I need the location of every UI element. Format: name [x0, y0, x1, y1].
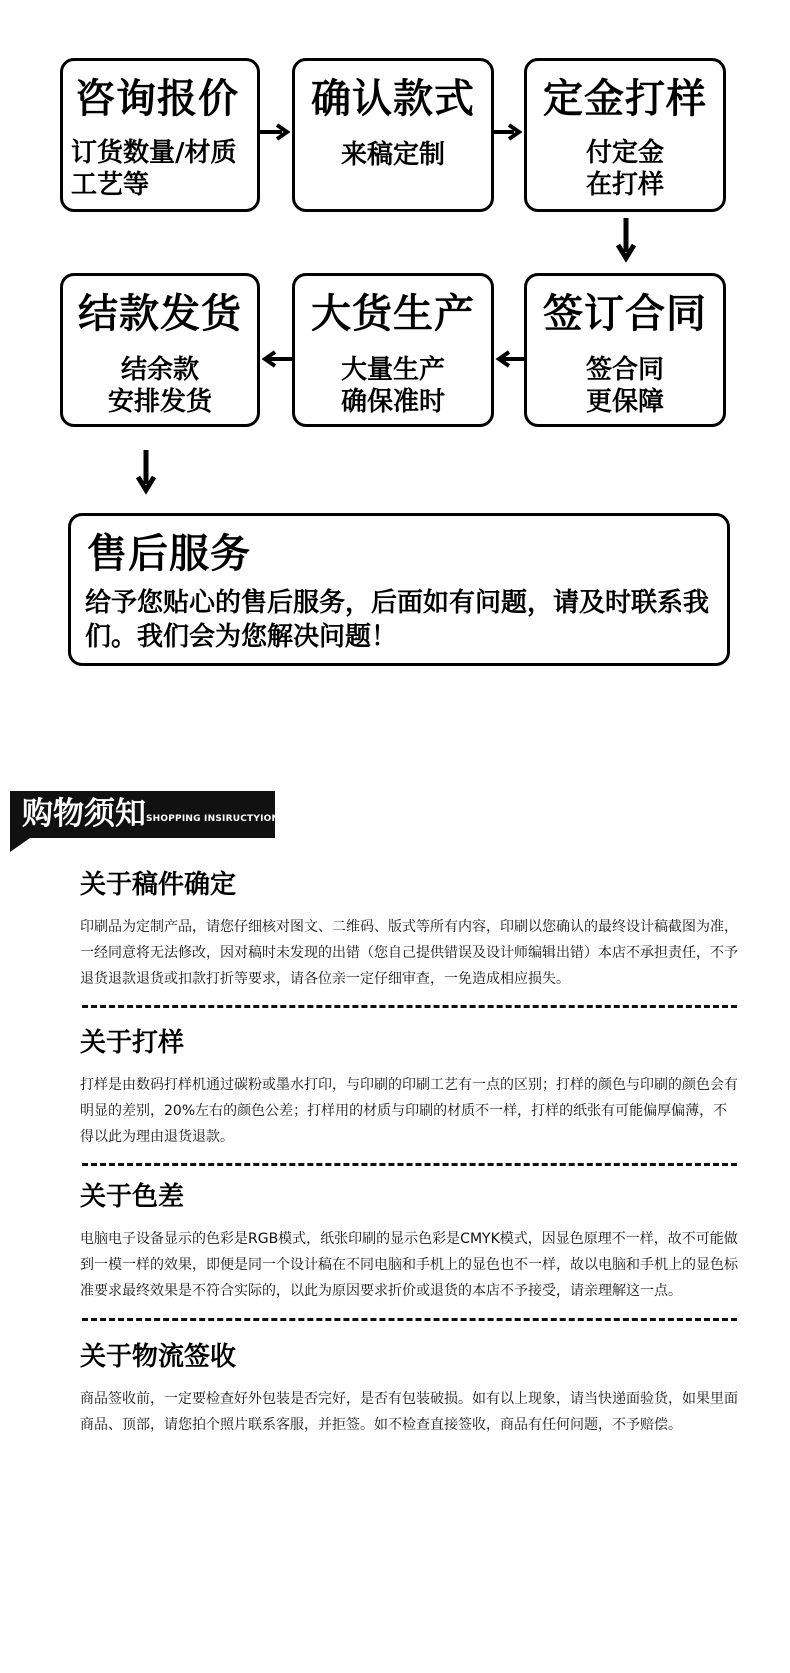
section-divider [82, 1005, 737, 1008]
flow-step-settle-ship [60, 273, 260, 427]
notice-section-proof [80, 868, 740, 992]
banner-subtitle: SHOPPING INSIRUCTYIONS [146, 814, 286, 824]
shopping-notice-banner [10, 791, 286, 838]
step-subtitle: 付定金 在打样 [585, 138, 664, 200]
section-text: 印刷品为定制产品，请您仔细核对图文、二维码、版式等所有内容，印刷以您确认的最终设计稿截图为准，一经同意将无法修改，因对稿时未发现的出错（您自己提供错误及设计师编辑出错）本店不承担责任，不予退货退款退货或扣款打折等要求，请各位亲一定仔细审查，一免造成相应损失。 [80, 919, 738, 987]
arrow-right-icon [494, 122, 524, 142]
after-sales-description: 给予您贴心的售后服务，后面如有问题，请及时联系我们。我们会为您解决问题！ [85, 588, 710, 652]
step-subtitle: 结余款 安排发货 [107, 355, 212, 417]
arrow-left-icon [260, 349, 292, 369]
after-sales-title: 售后服务 [87, 531, 251, 577]
step-subtitle: 签合同 更保障 [585, 355, 664, 417]
banner-title: 购物须知 [22, 796, 146, 832]
section-text: 打样是由数码打样机通过碳粉或墨水打印，与印刷的印刷工艺有一点的区别；打样的颜色与印刷的颜色会有明显的差别，20%左右的颜色公差；打样用的材质与印刷的材质不一样，打样的纸张有可能偏厚偏薄，不得以此为理由退货退款。 [80, 1077, 738, 1145]
section-divider [82, 1163, 737, 1166]
flow-step-quote [60, 58, 260, 212]
notice-section-delivery [80, 1340, 740, 1438]
section-divider [82, 1318, 737, 1321]
flow-step-mass-production [292, 273, 494, 427]
step-title: 结款发货 [78, 291, 242, 337]
section-heading: 关于色差 [80, 1182, 185, 1212]
step-title: 定金打样 [543, 76, 707, 122]
step-subtitle: 订货数量/材质 工艺等 [71, 138, 237, 200]
section-heading: 关于物流签收 [80, 1342, 237, 1372]
flow-step-confirm-style [292, 58, 494, 212]
step-title: 大货生产 [311, 291, 475, 337]
section-heading: 关于稿件确定 [80, 870, 237, 900]
arrow-left-icon [494, 349, 524, 369]
step-title: 确认款式 [311, 76, 475, 122]
step-title: 咨询报价 [75, 76, 239, 122]
step-title: 签订合同 [543, 291, 707, 337]
step-subtitle: 来稿定制 [340, 140, 445, 170]
arrow-down-icon [134, 450, 158, 496]
section-text: 电脑电子设备显示的色彩是RGB模式，纸张印刷的显示色彩是CMYK模式，因显色原理不一样，故不可能做到一模一样的效果，即便是同一个设计稿在不同电脑和手机上的显色也不一样，故以电脑和手机上的显色标准要求最终效果是不符合实际的，以此为原因要求折价或退货的本店不予接受，请亲理解这一点。 [80, 1231, 738, 1299]
after-sales-box [68, 513, 730, 666]
notice-section-color-difference [80, 1180, 740, 1304]
flow-step-sign-contract [524, 273, 726, 427]
notice-section-sample [80, 1026, 740, 1150]
section-heading: 关于打样 [80, 1028, 185, 1058]
step-subtitle: 大量生产 确保准时 [340, 355, 445, 417]
section-text: 商品签收前，一定要检查好外包装是否完好，是否有包装破损。如有以上现象，请当快递面验货，如果里面商品、顶部，请您拍个照片联系客服，并拒签。如不检查直接签收，商品有任何问题，不予赔偿。 [80, 1391, 738, 1433]
arrow-down-icon [614, 218, 638, 264]
arrow-right-icon [260, 122, 292, 142]
flow-step-deposit-sample [524, 58, 726, 212]
banner-tail [10, 838, 30, 852]
